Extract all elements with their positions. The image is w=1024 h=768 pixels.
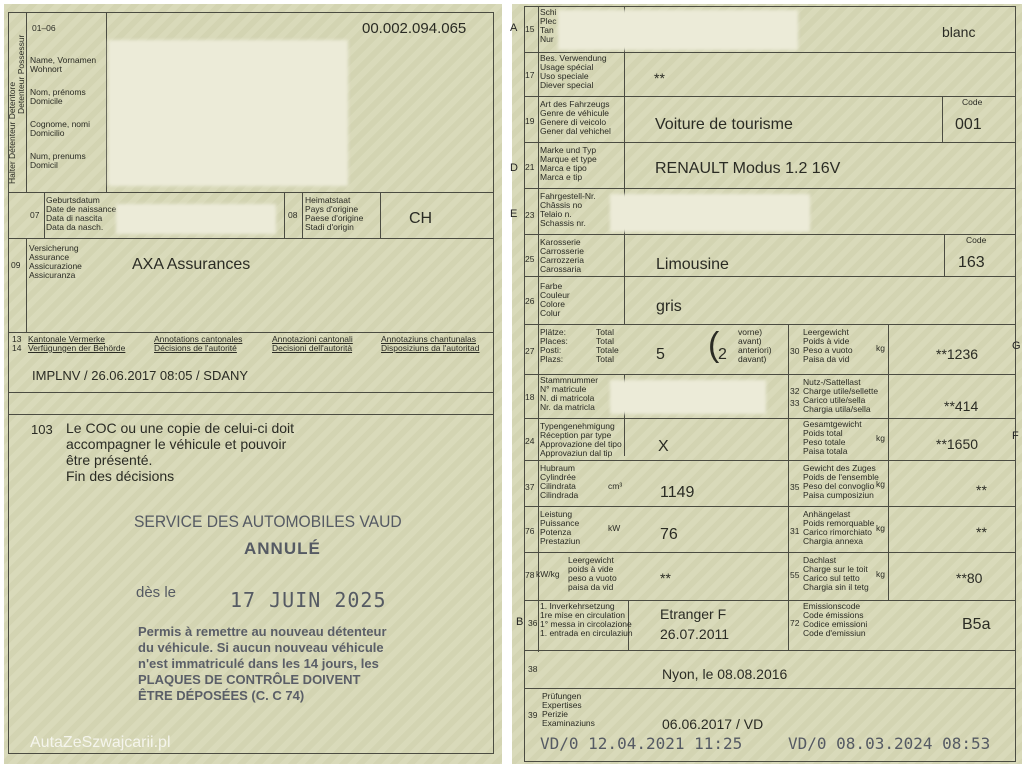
field-07: 07 [30,210,40,220]
kw-kg-unit: kW/kg [536,569,560,579]
vehicle-type-label: Art des Fahrzeugs Genre de véhicule Genere di veicolo Gener dal vehichel [540,99,611,136]
first-registration-country: Etranger F [660,606,727,622]
code-01-06: 01–06 [32,23,56,33]
holder-name-label-fr: Nom, prénoms Domicile [30,87,86,106]
left-page [4,4,502,764]
seats-label: Plätze: Places: Posti: Plazs: [540,327,568,364]
payload-label: Nutz-/Sattellast Charge utile/sellette Carico utile/sella Chargia utila/sella [803,377,879,414]
side-letter-e: E [510,208,518,220]
holder-name-label-it: Cognome, nomi Domicilio [30,119,91,138]
redacted-plate [558,10,798,50]
field-76: 76 [525,526,535,536]
field-08: 08 [288,210,298,220]
emission-code-label: Emissionscode Code émissions Codice emissioni Code d'emissiun [803,601,868,638]
kg-unit-3: kg [876,479,885,489]
field-21: 21 [525,162,535,172]
kw-unit: kW [608,523,621,533]
make-value: RENAULT Modus 1.2 16V [655,160,841,177]
body-code-value: 163 [958,254,985,271]
place-date: Nyon, le 08.08.2016 [662,666,788,682]
color-value: gris [656,298,682,315]
annotation-implnv: IMPLNV / 26.06.2017 08:05 / SDANY [32,368,249,383]
field-31: 31 [790,526,800,536]
inspection-value: 06.06.2017 / VD [662,716,764,732]
kg-unit-4: kg [876,523,885,533]
field-26: 26 [525,296,535,306]
first-registration-date: 26.07.2011 [660,626,730,642]
cm3-unit: cm³ [608,481,623,491]
stamp-date: 17 JUIN 2025 [230,588,387,612]
redacted-holder-name [108,40,348,186]
body-value: Limousine [656,256,729,273]
body-code-label: Code [966,235,987,245]
matricule-label: Stammnummer N° matricule N. di matricola Nr. da matricla [540,375,599,412]
field-15: 15 [525,24,535,34]
inspections-label: Prüfungen Expertises Perizie Examinaziuns [542,691,595,728]
holder-vertical-label-2: Detenteur Possessur [16,34,26,114]
holder-name-label: Name, Vornamen Wohnort [30,55,97,74]
field-36: 36 [528,618,538,628]
field-55: 55 [790,570,800,580]
stamp-des-le: dès le [136,584,177,601]
seats-front-value: 2 [718,346,727,363]
seats-total-label: Total Total Totale Total [596,327,619,364]
side-letter-b: B [516,616,524,628]
seats-bracket-open: ( [708,326,720,364]
empty-weight-label: Leergewicht Poids à vide Peso a vuoto Paisa da vid [803,327,853,364]
type-code-value: 001 [955,116,982,133]
redacted-birth-date [116,204,276,234]
redacted-matricule [610,380,766,414]
cantonal-annotations-rm: Annotaziuns chantunalas Disposiziuns da l'autoritad [381,334,480,353]
special-use-value: ** [654,70,665,86]
body-label: Karosserie Carrosserie Carrozzeria Carossaria [540,237,584,274]
special-use-label: Bes. Verwendung Usage spécial Uso speciale Diever special [540,53,607,90]
field-25: 25 [525,254,535,264]
field-103: 103 [31,422,53,437]
power-value: 76 [660,526,678,543]
field-30: 30 [790,346,800,356]
home-country-label: Heimatstaat Pays d'origine Paese d'origine Stadi d'origin [305,195,364,232]
side-letter-a: A [510,22,518,34]
trailer-load-label: Anhängelast Poids remorquable Carico rimorchiato Chargia annexa [803,509,875,546]
insurance-value: AXA Assurances [132,256,251,273]
field-19: 19 [525,116,535,126]
emission-code-value: B5a [962,616,991,633]
train-weight-value: ** [976,482,987,498]
payload-value: **414 [944,398,979,414]
field-17: 17 [525,70,535,80]
side-letter-d: D [510,162,518,174]
vehicle-type-value: Voiture de tourisme [655,116,793,133]
insurance-label: Versicherung Assurance Assicurazione Assicuranza [29,243,82,280]
field-72: 72 [790,618,800,628]
kg-unit-2: kg [876,433,885,443]
roof-load-label: Dachlast Charge sur le toit Carico sul tetto Chargia sin il tetg [803,555,869,592]
make-label: Marke und Typ Marque et type Marca e tipo Marca e tip [540,145,597,182]
inspection-stamp-2: VD/0 08.03.2024 08:53 [788,734,991,753]
holder-vertical-label: Halter Détenteur Detentore [7,81,17,184]
roof-load-value: **80 [956,570,983,586]
field-14: 14 [12,343,22,353]
seats-front-label: vorne) avant) anteriori) davant) [738,327,772,364]
plate-label: Schi Plec Tan Nur [540,7,557,44]
power-ratio-label: Leergewicht poids à vide peso a vuoto paisa da vid [568,555,617,592]
color-label: Farbe Couleur Colore Colur [540,281,570,318]
field-18: 18 [525,392,535,402]
home-country-value: CH [409,210,433,227]
stamp-plate-notice: Permis à remettre au nouveau détenteur du véhicule. Si aucun nouveau véhicule n'est immatriculé dans les 14 jours, les PLAQUES DE CONTRÔLE DOIVENT ÊTRE DÉPOSÉES (C. C 74) [138,624,387,703]
type-code-label: Code [962,97,983,107]
redacted-chassis [610,194,810,232]
field-23: 23 [525,210,535,220]
type-approval-value: X [658,438,669,455]
cantonal-annotations-de: Kantonale Vermerke Verfügungen der Behörde [28,334,126,353]
train-weight-label: Gewicht des Zuges Poids de l'ensemble Peso del convoglio Paisa cumposiziun [803,463,879,500]
side-letter-f: F [1012,430,1019,442]
field-37: 37 [525,482,535,492]
field-39: 39 [528,710,538,720]
type-approval-label: Typengenehmigung Réception par type Approvazione del tipo Approvaziun dal tip [540,421,622,458]
total-weight-label: Gesamtgewicht Poids total Peso totale Paisa totala [803,419,862,456]
chassis-label: Fahrgestell-Nr. Châssis no Telaio n. Schassis nr. [540,191,596,228]
birth-date-label: Geburtsdatum Date de naissance Data di nascita Data da nasch. [46,195,117,232]
seats-total-value: 5 [656,346,665,363]
field-32: 32 [790,386,800,396]
stamp-service-title: SERVICE DES AUTOMOBILES VAUD [134,512,402,531]
field-33: 33 [790,398,800,408]
right-page [512,4,1022,764]
kg-unit: kg [876,343,885,353]
total-weight-value: **1650 [936,436,979,452]
empty-weight-value: **1236 [936,346,979,362]
field-35: 35 [790,482,800,492]
field-27: 27 [525,346,535,356]
first-registration-label: 1. Inverkehrsetzung 1re mise en circulation 1° messa in circolazione 1. entrada en circulaziun [540,601,633,638]
kg-unit-5: kg [876,569,885,579]
field-09: 09 [11,260,21,270]
stamp-annule: ANNULÉ [244,539,321,558]
watermark: AutaZeSzwajcarii.pl [30,734,171,751]
field-13: 13 [12,334,22,344]
cantonal-annotations-fr: Annotations cantonales Décisions de l'autorité [154,334,243,353]
cantonal-annotations-it: Annotazioni cantonali Decisioni dell'autorità [272,334,353,353]
power-ratio-value: ** [660,570,671,586]
power-label: Leistung Puissance Potenza Prestaziun [540,509,581,546]
side-letter-g: G [1012,340,1021,352]
plate-color: blanc [942,24,976,40]
trailer-load-value: ** [976,524,987,540]
field-38: 38 [528,664,538,674]
displacement-value: 1149 [660,484,695,501]
field-78: 78 [525,570,535,580]
holder-name-label-rm: Num, prenums Domicil [30,151,86,170]
coc-note: Le COC ou une copie de celui-ci doit accompagner le véhicule et pouvoir être présenté. Fin des décisions [66,420,295,484]
inspection-stamp-1: VD/0 12.04.2021 11:25 [540,734,743,753]
displacement-label: Hubraum Cylindrée Cilindrata Cilindrada [540,463,579,500]
registration-number: 00.002.094.065 [362,20,467,37]
field-24: 24 [525,436,535,446]
